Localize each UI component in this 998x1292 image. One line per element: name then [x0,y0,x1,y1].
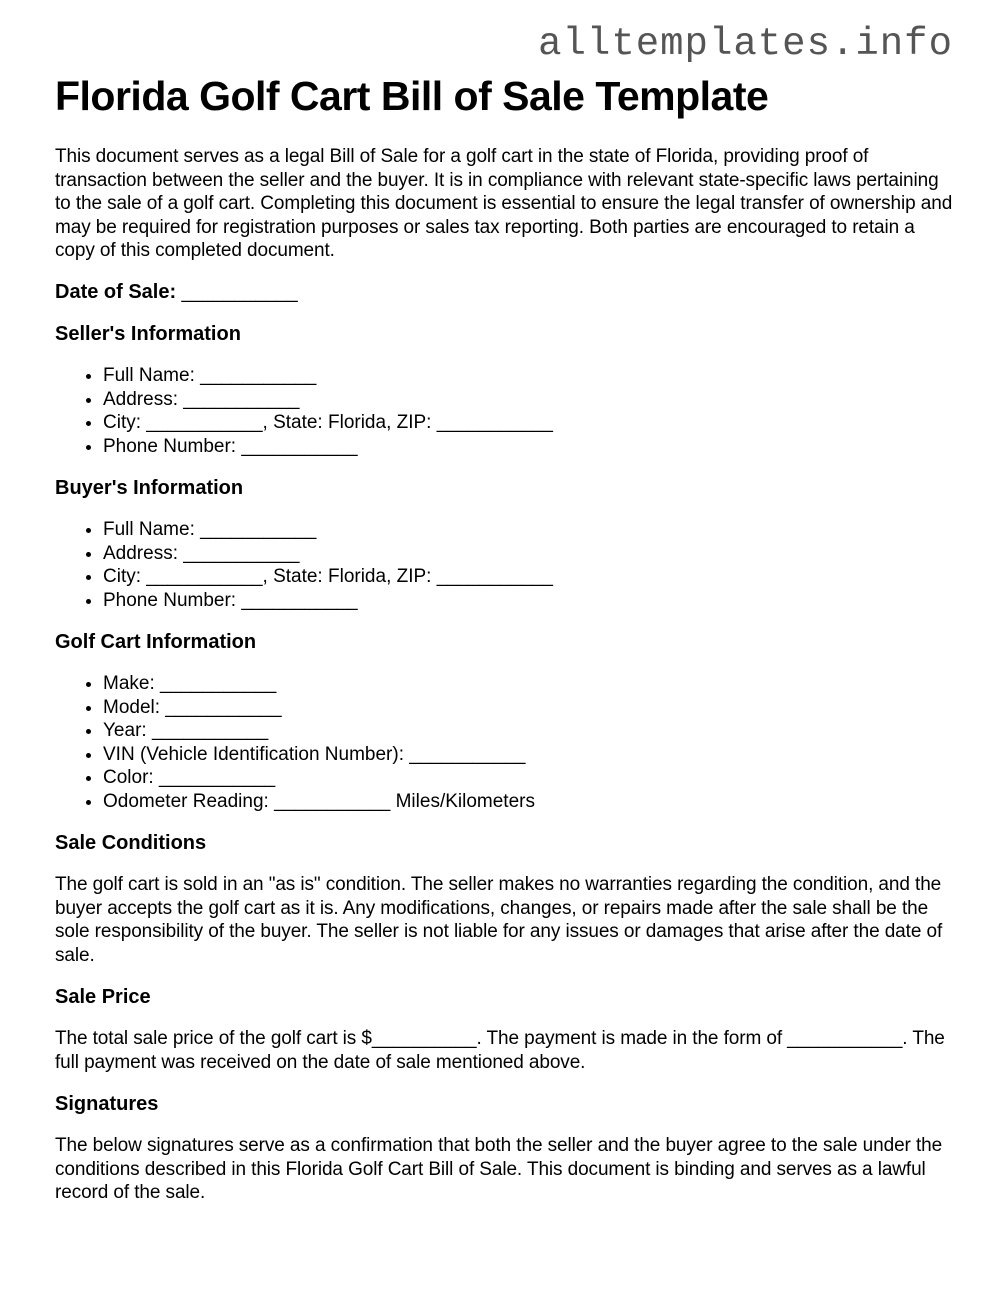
golf-cart-item-vin: • VIN (Vehicle Identification Number): ___________ [103,743,953,767]
seller-item-phone-number: • Phone Number: ___________ [103,435,953,459]
sale-conditions-paragraph: The golf cart is sold in an "as is" condition. The seller makes no warranties regarding the condition, and the buyer accepts the golf cart as it is. Any modifications, changes, or repairs made after the sale shall be the sole responsibility of the buyer. The seller is not liable for any issues or damages that arise after the date of sale. [55,874,943,966]
golf-cart-item-make: • Make: ___________ [103,672,953,696]
section-heading-sale-conditions: Sale Conditions [55,832,207,855]
date-of-sale-blank: ___________ [181,281,298,303]
signatures-paragraph: The below signatures serve as a confirmation that both the seller and the buyer agree to the sale under the conditions described in this Florida Golf Cart Bill of Sale. This document is binding and serves as a lawful record of the sale. [55,1135,943,1204]
seller-item-city-state-zip: • City: ___________, State: Florida, ZIP: ___________ [103,411,953,435]
seller-item-address: • Address: ___________ [103,388,953,412]
seller-item-full-name: • Full Name: ___________ [103,364,953,388]
intro-paragraph: This document serves as a legal Bill of Sale for a golf cart in the state of Florida, providing proof of transaction between the seller and the buyer. It is in compliance with relevant state-specific laws pertaining to the sale of a golf cart. Completing this document is essential to ensure the legal transfer of ownership and may be required for registration purposes or sales tax reporting. Both parties are encouraged to retain a copy of this completed document. [55,146,953,262]
page-title: Florida Golf Cart Bill of Sale Template [55,73,769,119]
golf-cart-item-odometer: • Odometer Reading: ___________ Miles/Kilometers [103,790,953,814]
buyer-item-city-state-zip: • City: ___________, State: Florida, ZIP: ___________ [103,565,953,589]
golf-cart-info-list [55,672,953,813]
golf-cart-item-model: • Model: ___________ [103,696,953,720]
buyer-item-address: • Address: ___________ [103,542,953,566]
golf-cart-item-year: • Year: ___________ [103,719,953,743]
date-of-sale-label: Date of Sale: [55,280,177,303]
buyer-info-list [55,518,953,612]
section-heading-sale-price: Sale Price [55,986,151,1009]
buyer-item-full-name: • Full Name: ___________ [103,518,953,542]
section-heading-golf-cart-information: Golf Cart Information [55,631,257,654]
section-heading-seller-information: Seller's Information [55,323,241,346]
date-of-sale-line [55,281,953,305]
section-heading-signatures: Signatures [55,1093,159,1116]
seller-info-list [55,364,953,458]
buyer-item-phone-number: • Phone Number: ___________ [103,589,953,613]
section-heading-buyer-information: Buyer's Information [55,477,244,500]
site-watermark: alltemplates.info [538,22,953,66]
golf-cart-item-color: • Color: ___________ [103,766,953,790]
sale-price-paragraph: The total sale price of the golf cart is $__________. The payment is made in the form of ___________. The full payment was received on the date of sale mentioned above. [55,1028,945,1073]
